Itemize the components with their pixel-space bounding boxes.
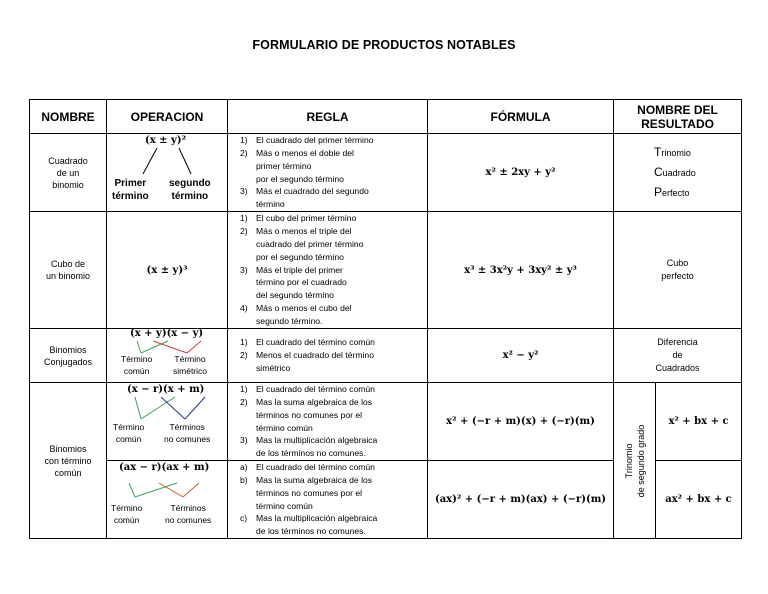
formula-cell: x² ± 2xy + y² <box>428 134 614 212</box>
nombre-cell: Cubo de un binomio <box>30 212 107 329</box>
header-operacion: OPERACION <box>107 100 228 134</box>
resultado-vertical-label: Trinomio de segundo grado <box>623 424 646 497</box>
table-row <box>30 383 742 461</box>
table-row <box>30 212 742 329</box>
operacion-expr: (x ± y)² <box>145 135 186 146</box>
header-resultado: NOMBRE DEL RESULTADO <box>614 100 742 134</box>
header-nombre: NOMBRE <box>30 100 107 134</box>
operacion-cell <box>107 383 228 461</box>
label-right: segundo término <box>169 178 211 202</box>
resultado-cell: Cubo perfecto <box>614 212 742 329</box>
header-regla: REGLA <box>228 100 428 134</box>
header-row <box>30 100 742 134</box>
resultado-cell: x² + bx + c <box>656 383 742 461</box>
formula-cell: x³ ± 3x²y + 3xy² ± y³ <box>428 212 614 329</box>
formula-cell: x² + (−r + m)(x) + (−r)(m) <box>428 383 614 461</box>
resultado-cell: Diferencia de Cuadrados <box>614 329 742 383</box>
nombre-cell: Binomios con término común <box>30 383 107 539</box>
regla-cell: 1) El cuadrado del término común 2) Mas la suma algebraica de los términos no comunes por el término común 3) Mas la multiplicación algebraica de los términos no comunes. <box>228 383 428 461</box>
resultado-vertical-cell <box>614 383 656 539</box>
operacion-cell <box>107 134 228 212</box>
label-right: Término simétrico <box>173 354 208 376</box>
operacion-expr: (x − r)(x + m) <box>127 384 205 395</box>
operacion-cell <box>107 461 228 539</box>
nombre-cell: Binomios Conjugados <box>30 329 107 383</box>
resultado-cell: ax² + bx + c <box>656 461 742 539</box>
operacion-expr: (x + y)(x − y) <box>130 328 204 339</box>
label-left: Término común <box>113 422 145 444</box>
regla-cell: a) El cuadrado del término común b) Mas la suma algebraica de los términos no comunes por el término común c) Mas la multiplicación algebraica de los términos no comunes. <box>228 461 428 539</box>
operacion-cell: (x ± y)³ <box>107 212 228 329</box>
operacion-cell <box>107 329 228 383</box>
page-title: FORMULARIO DE PRODUCTOS NOTABLES <box>252 38 516 52</box>
operacion-expr: (ax − r)(ax + m) <box>119 462 210 473</box>
nombre-cell: Cuadrado de un binomio <box>30 134 107 212</box>
resultado-cell: Trinomio Cuadrado Perfecto <box>614 134 742 212</box>
formulario-table <box>29 99 742 539</box>
label-left: Primer término <box>112 178 149 202</box>
regla-cell: 1) El cubo del primer término 2) Más o menos el triple del cuadrado del primer término por el segundo término 3) Más el triple del primer término por el cuadrado del segundo término 4) Más o menos el cubo del segundo término. <box>228 212 428 329</box>
label-right: Términos no comunes <box>165 503 212 525</box>
label-left: Término común <box>111 503 143 525</box>
formula-cell: (ax)² + (−r + m)(ax) + (−r)(m) <box>428 461 614 539</box>
table-row <box>30 329 742 383</box>
formula-cell: x² − y² <box>428 329 614 383</box>
regla-cell: 1) El cuadrado del primer término 2) Más o menos el doble del primer término por el segundo término 3) Más el cuadrado del segundo término <box>228 134 428 212</box>
regla-cell: 1) El cuadrado del término común 2) Menos el cuadrado del término simétrico <box>228 329 428 383</box>
label-right: Términos no comunes <box>164 422 211 444</box>
label-left: Término común <box>121 354 153 376</box>
header-formula: FÓRMULA <box>428 100 614 134</box>
table-row <box>30 134 742 212</box>
